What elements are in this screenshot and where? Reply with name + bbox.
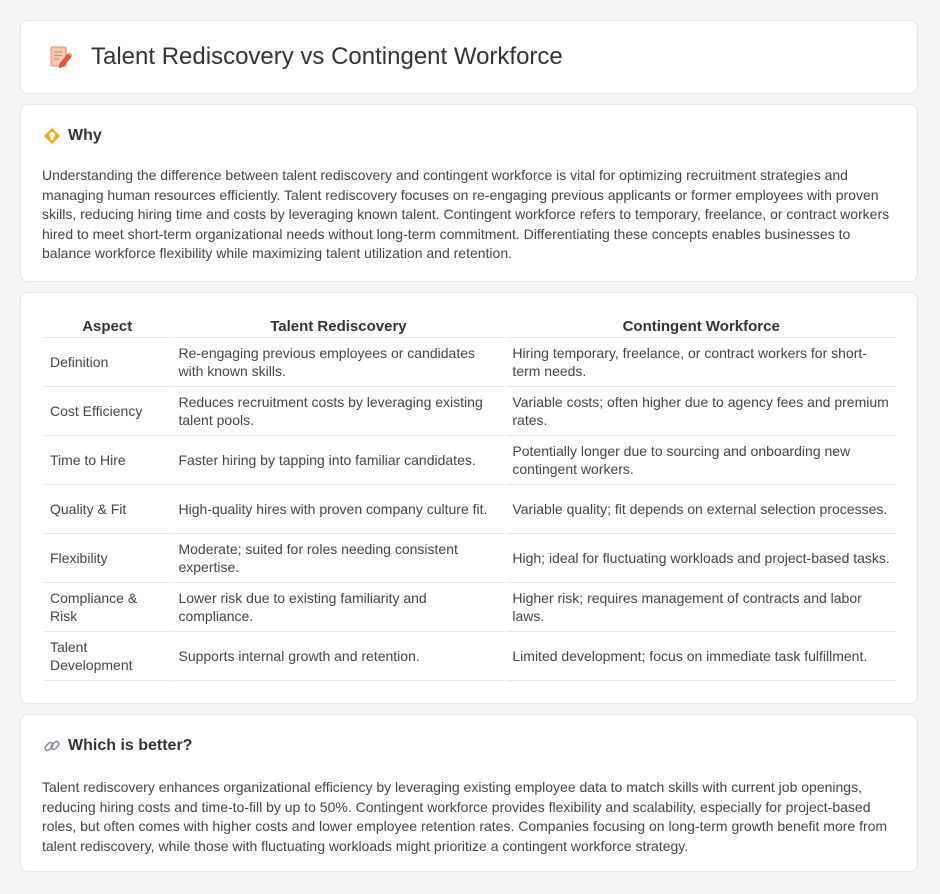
header-talent-rediscovery: Talent Rediscovery (172, 315, 504, 338)
why-title: Why (68, 127, 102, 144)
talent-rediscovery-cell: Moderate; suited for roles needing consistent expertise. (172, 534, 504, 583)
table-row (44, 387, 896, 436)
why-text: Understanding the difference between talent rediscovery and contingent workforce is vital for optimizing recruitment strategies and managing human resources efficiently. Talent rediscovery focuses on re-engaging previous applicants or former employees with proven skills, reducing hiring time and costs by leveraging known talent. Contingent workforce refers to temporary, freelance, or contract workers hired to meet short-term organizational needs without long-term commitment. Differentiating these concepts enables businesses to balance workforce flexibility while maximizing talent utilization and retention. (42, 167, 890, 261)
contingent-workforce-cell: Hiring temporary, freelance, or contract workers for short-term needs. (506, 338, 896, 387)
aspect-cell: Time to Hire (44, 436, 170, 485)
aspect-cell: Quality & Fit (44, 485, 170, 534)
comparison-section (20, 292, 918, 704)
contingent-workforce-cell: Variable quality; fit depends on external selection processes. (506, 485, 896, 534)
better-header (43, 737, 192, 755)
contingent-workforce-cell: Potentially longer due to sourcing and onboarding new contingent workers. (506, 436, 896, 485)
link-icon (43, 737, 61, 755)
header-aspect: Aspect (44, 315, 170, 338)
table-row (44, 632, 896, 681)
talent-rediscovery-cell: High-quality hires with proven company culture fit. (172, 485, 504, 534)
contingent-workforce-cell: Limited development; focus on immediate task fulfillment. (506, 632, 896, 681)
talent-rediscovery-cell: Lower risk due to existing familiarity and compliance. (172, 583, 504, 632)
talent-rediscovery-cell: Faster hiring by tapping into familiar candidates. (172, 436, 504, 485)
why-header (43, 127, 102, 145)
contingent-workforce-cell: High; ideal for fluctuating workloads and project-based tasks. (506, 534, 896, 583)
why-section (20, 104, 918, 282)
contingent-workforce-cell: Variable costs; often higher due to agency fees and premium rates. (506, 387, 896, 436)
talent-rediscovery-cell: Supports internal growth and retention. (172, 632, 504, 681)
table-row (44, 583, 896, 632)
document-pencil-icon (47, 44, 73, 70)
talent-rediscovery-cell: Reduces recruitment costs by leveraging existing talent pools. (172, 387, 504, 436)
better-text: Talent rediscovery enhances organizational efficiency by leveraging existing employee data to match skills with current job openings, reducing hiring costs and time-to-fill by up to 50%. Contingent workforce provides flexibility and scalability, especially for project-based roles, but often comes with higher costs and lower employee retention rates. Companies focusing on long-term growth benefit more from talent rediscovery, while those with fluctuating workloads might prioritize a contingent workforce strategy. (42, 779, 888, 854)
contingent-workforce-cell: Higher risk; requires management of contracts and labor laws. (506, 583, 896, 632)
talent-rediscovery-cell: Re-engaging previous employees or candidates with known skills. (172, 338, 504, 387)
comparison-table (42, 315, 898, 681)
which-better-section (20, 714, 918, 872)
table-row (44, 534, 896, 583)
header-contingent-workforce: Contingent Workforce (506, 315, 896, 338)
table-row (44, 436, 896, 485)
table-row (44, 485, 896, 534)
table-row (44, 338, 896, 387)
aspect-cell: Definition (44, 338, 170, 387)
table-header-row (44, 315, 896, 338)
header-card (20, 20, 918, 94)
page-title: Talent Rediscovery vs Contingent Workforce (91, 43, 563, 70)
better-title: Which is better? (68, 737, 193, 754)
aspect-cell: Flexibility (44, 534, 170, 583)
aspect-cell: Talent Development (44, 632, 170, 681)
lightbulb-diamond-icon (43, 127, 61, 145)
aspect-cell: Compliance & Risk (44, 583, 170, 632)
aspect-cell: Cost Efficiency (44, 387, 170, 436)
title-row (47, 43, 563, 71)
